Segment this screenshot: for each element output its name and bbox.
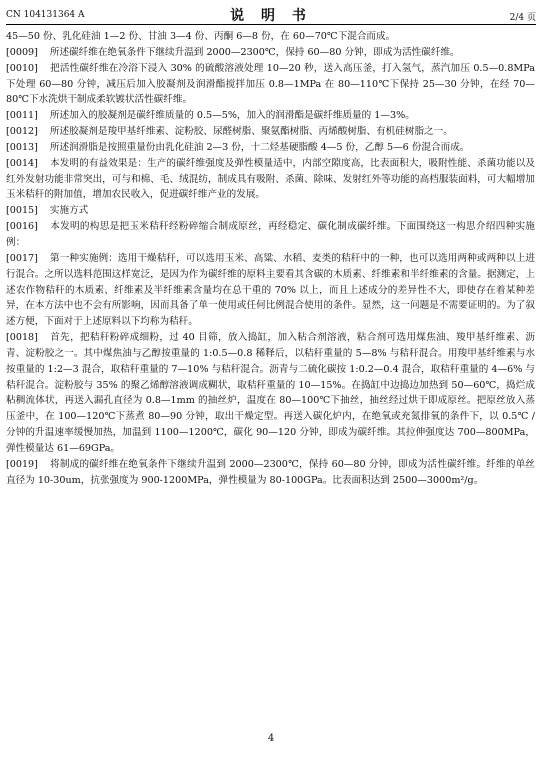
paragraph [6,457,535,489]
paragraph [6,108,535,124]
paragraph-number: [0015] [6,205,38,217]
paragraph-text: 实施方式 [49,205,89,217]
paragraph-number: [0016] [6,221,38,233]
paragraph [6,124,535,140]
page-number: 4 [267,733,275,744]
paragraph-number: [0011] [6,110,38,122]
paragraph-number: [0009] [6,46,38,58]
paragraph [6,330,535,457]
page-header [6,4,536,24]
paragraph-number: [0019] [6,458,38,470]
paragraph [6,203,535,219]
document-title: 说 明 书 [230,8,312,24]
paragraph [6,251,535,330]
paragraph-number: [0018] [6,332,38,344]
paragraph [6,156,535,204]
paragraph-text: 45—50 份、乳化硅油 1—2 份、甘油 3—4 份、丙酮 6—8 份，在 60—70℃下混合而成。 [6,31,396,42]
paragraph-text: 所述胶凝剂是羧甲基纤维素、淀粉胶、尿醛树脂、聚氨酯树脂、丙烯酸树脂、有机硅树脂之一。 [49,126,453,138]
paragraph-number: [0013] [6,141,38,153]
paragraph-number: [0014] [6,157,38,169]
paragraph-text: 本发明的构思是把玉米秸秆经粉碎缩合制成原丝，再经稳定、碳化制成碳纤维。下面围绕这一构思介绍四种实施例： [6,221,535,248]
paragraph [6,61,535,109]
paragraph-text: 所述碳纤维在绝氧条件下继续升温到 2000—2300℃，保持 60—80 分钟，即成为活性碳纤维。 [49,46,460,58]
paragraph-text: 首先，把秸秆粉碎成细粉，过 40 目筛，放入捣缸，加入粘合剂溶液，粘合剂可选用煤焦油、羧甲基纤维素、沥青、淀粉胶之一。其中煤焦油与乙醇按重量的 1:0.5—0.8 稀释后，以秸秆重量的 5—8% 与秸秆混合。用羧甲基纤维素与水按重量的 1:2—3 混合，取秸秆重量的 7—10% 与秸秆混合。沥青与二硫化碳按 1:0.2—0.4 混合，取秸秆重量的 4—6% 与秸秆混合。淀粉胶与 35% 的聚乙烯醇溶液调成糊状，取秸秆重量的 10—15%。在捣缸中边捣边加热到 50—60℃，捣烂成粘稠流体状，再送入漏孔直径为 0.8—1mm 的抽丝炉，温度在 80—100℃下抽丝，抽丝经过烘干即成原丝。把原丝放入蒸压釜中，在 100—120℃下蒸煮 80—90 分钟，取出干燥定型。再送入碳化炉内，在绝氧或充氮排氧的条件下，以 0.5℃ / 分钟的升温速率缓慢加热，加温到 1100—1200℃，碳化 90—120 分钟，即成为碳纤维。其拉伸强度达 700—800MPa，弹性模量达 61—69GPa。 [6,332,535,454]
paragraph-text: 本发明的有益效果是：生产的碳纤维强度及弹性模量适中，内部空隙度高，比表面积大，吸附性能、杀菌功能以及红外发射功能非常突出，可与和棉、毛、绒混纺，制成具有吸附、杀菌、除味、发射红外等功能的高档服装面料，可大幅增加玉米秸秆的附加值，增加农民收入，促进碳纤维产业的发展。 [6,157,535,201]
document-body [6,29,535,488]
patent-number: CN 104131364 A [6,10,85,20]
paragraph-number: [0012] [6,126,38,138]
paragraph [6,140,535,156]
paragraph-number: [0010] [6,62,38,74]
paragraph-text: 所述加入的胶凝剂是碳纤维质量的 0.5—5%，加入的润滑酯是碳纤维质量的 1—3%。 [49,110,415,122]
paragraph-number: [0017] [6,252,38,264]
paragraph-text: 第一种实施例：选用干燥秸秆，可以选用玉米、高粱、水稻、麦类的秸秆中的一种，也可以选用两种或两种以上进行混合。之所以选料范围这样宽泛，是因为作为碳纤维的原料主要看其含碳的木质素、纤维素和半纤维素的含量。据测定，上述农作物秸秆的木质素、纤维素及半纤维素含量均在总干重的 70% 以上，而且上述成分的差异性不大，即使存在着某种差异，在本方法中也不会有所影响，因而具备了单一使用或任何比例混合使用的条件。显然，这一问题是不需要证明的。为了叙述方便，下面对于上述原料以下均称为秸秆。 [6,252,535,328]
header-rule [6,24,536,25]
paragraph [6,45,535,61]
paragraph-text: 将制成的碳纤维在绝氧条件下继续升温到 2000—2300℃，保持 60—80 分钟，即成为活性碳纤维。纤维的单丝直径为 10-30um，抗张强度为 900-1200MPa，弹性模量为 80-100GPa。比表面积达到 2500—3000m²/g。 [6,458,535,486]
paragraph-text: 所述润滑脂是按照重量份由乳化硅油 2—3 份，十二烃基硬脂酸 4—5 份，乙醇 5—6 份混合而成。 [49,141,470,153]
paragraph [6,219,535,251]
paragraph-text: 把活性碳纤维在冷浴下浸入 30% 的硫酸溶液处理 10—20 秒，送入高压釜，打入氢气，蒸汽加压 0.5—0.8MPa 下处理 60—80 分钟，减压后加入胶凝剂及润滑酯搅拌加压 0.8—1MPa 在 80—110℃下保持 25—30 分钟，在经 70—80℃下水洗烘干制成柔软镀状活性碳纤维。 [6,62,535,106]
page-indicator: 2/4 页 [509,13,536,23]
paragraph [6,29,535,45]
